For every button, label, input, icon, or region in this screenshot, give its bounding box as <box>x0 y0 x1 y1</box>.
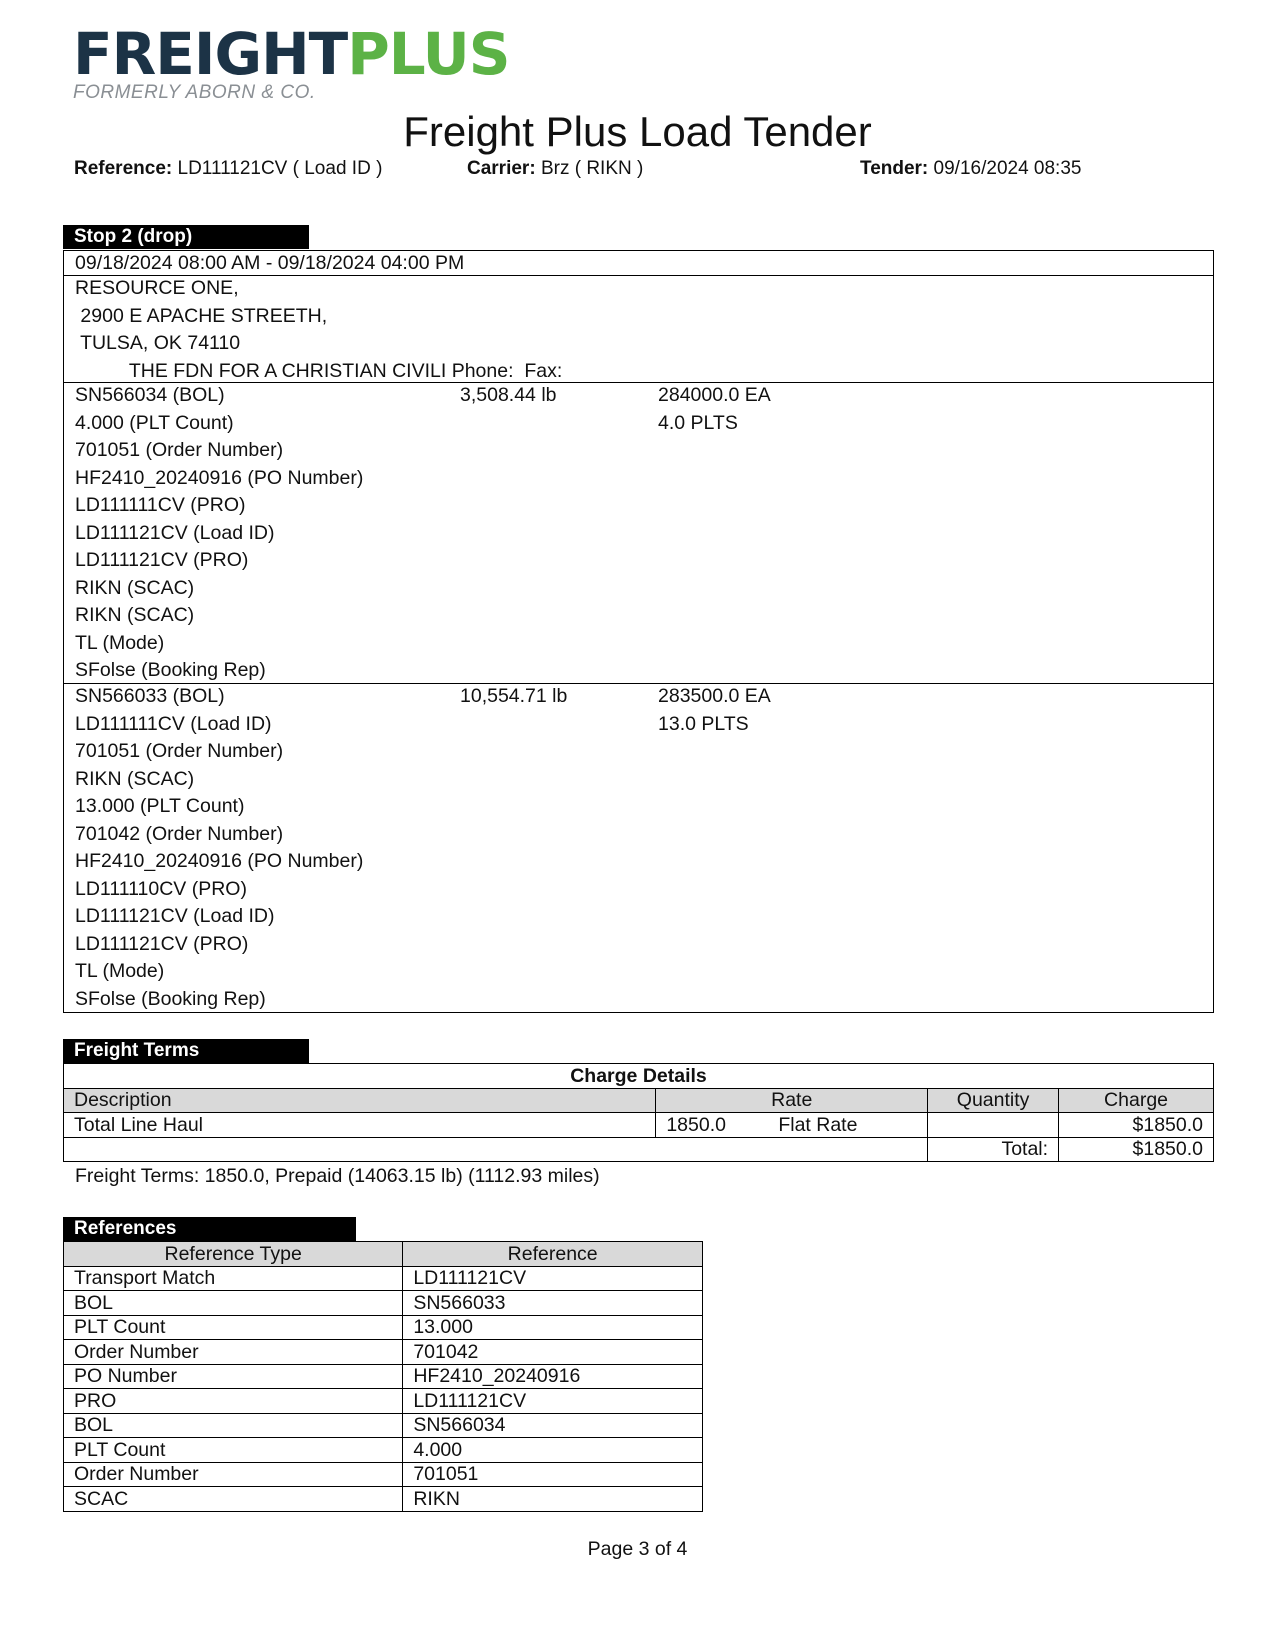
table-row <box>64 1462 703 1487</box>
reference-line: LD111121CV (PRO) <box>75 932 249 955</box>
tender-label: Tender: <box>860 158 929 179</box>
logo-plus-text: PLUS <box>347 20 510 88</box>
charge-details-table <box>63 1063 1214 1162</box>
stop-section-tab: Stop 2 (drop) <box>63 225 309 249</box>
charge-table-header <box>64 1088 1214 1113</box>
stop-details-box <box>63 250 1214 1013</box>
address-line: TULSA, OK 74110 <box>75 332 241 354</box>
table-row <box>64 1315 703 1340</box>
freight-terms-tab: Freight Terms <box>63 1039 309 1063</box>
reference-type: BOL <box>64 1413 403 1438</box>
logo-freight-text: FREIGHT <box>73 20 348 88</box>
tender-value: 09/16/2024 08:35 <box>933 158 1082 179</box>
col-description: Description <box>64 1088 656 1113</box>
reference-value: 701051 <box>403 1462 703 1487</box>
reference-line: 701042 (Order Number) <box>75 822 284 845</box>
carrier-value: Brz ( RIKN ) <box>540 158 644 179</box>
charge-rate-cell <box>656 1113 928 1138</box>
reference-value: SN566033 <box>403 1291 703 1316</box>
reference-value: LD111121CV ( Load ID ) <box>177 158 383 179</box>
reference-line: SFolse (Booking Rep) <box>75 987 266 1010</box>
reference-type: BOL <box>64 1291 403 1316</box>
col-charge: Charge <box>1059 1088 1214 1113</box>
total-value: $1850.0 <box>1059 1137 1214 1162</box>
reference-line: TL (Mode) <box>75 631 165 654</box>
reference-line: RIKN (SCAC) <box>75 604 195 626</box>
reference-type: Order Number <box>64 1340 403 1365</box>
carrier-field <box>467 157 643 181</box>
address-line: 2900 E APACHE STREETH, <box>75 304 328 327</box>
charge-description: Total Line Haul <box>64 1113 656 1138</box>
table-row <box>64 1291 703 1316</box>
references-table <box>63 1241 703 1512</box>
table-row <box>64 1266 703 1291</box>
reference-line: LD111121CV (Load ID) <box>75 905 275 927</box>
total-spacer <box>64 1137 928 1162</box>
reference-value: SN566034 <box>403 1413 703 1438</box>
reference-type: PLT Count <box>64 1315 403 1340</box>
total-label: Total: <box>928 1137 1059 1162</box>
charge-quantity <box>928 1113 1059 1138</box>
logo-subtitle: FORMERLY ABORN & CO. <box>73 82 316 103</box>
reference-line: 701051 (Order Number) <box>75 740 284 762</box>
reference-type: Transport Match <box>64 1266 403 1291</box>
company-logo <box>73 20 510 112</box>
shipment-weight: 3,508.44 lb <box>460 384 557 406</box>
reference-line: LD111121CV (Load ID) <box>75 521 275 544</box>
tender-field <box>860 157 1081 181</box>
reference-value: 701042 <box>403 1340 703 1365</box>
col-quantity: Quantity <box>928 1088 1059 1113</box>
reference-type: PLT Count <box>64 1438 403 1463</box>
reference-line: HF2410_20240916 (PO Number) <box>75 466 364 489</box>
shipment-weight: 10,554.71 lb <box>460 685 568 707</box>
table-row <box>64 1487 703 1512</box>
reference-value: LD111121CV <box>403 1266 703 1291</box>
carrier-label: Carrier: <box>467 158 536 179</box>
reference-line: SFolse (Booking Rep) <box>75 659 266 681</box>
reference-type: SCAC <box>64 1487 403 1512</box>
reference-type: PRO <box>64 1389 403 1414</box>
col-rate: Rate <box>656 1088 928 1113</box>
shipment-pallets: 4.0 PLTS <box>658 411 738 434</box>
reference-line: SN566033 (BOL) <box>75 685 225 707</box>
references-header <box>64 1242 703 1267</box>
freight-terms-summary: Freight Terms: 1850.0, Prepaid (14063.15 lb) (1112.93 miles) <box>75 1165 600 1187</box>
charge-rate-type: Flat Rate <box>778 1113 858 1136</box>
reference-line: LD111111CV (PRO) <box>75 494 246 516</box>
page-number: Page 3 of 4 <box>587 1538 688 1560</box>
shipment-quantity: 284000.0 EA <box>658 384 771 406</box>
charge-total-row <box>64 1137 1214 1162</box>
document-title: Freight Plus Load Tender <box>403 108 872 155</box>
reference-label: Reference: <box>74 158 173 179</box>
table-row <box>64 1364 703 1389</box>
reference-line: RIKN (SCAC) <box>75 767 195 790</box>
charge-amount: $1850.0 <box>1059 1113 1214 1138</box>
reference-line: LD111111CV (Load ID) <box>75 712 272 735</box>
table-row <box>64 1340 703 1365</box>
shipment-pallets: 13.0 PLTS <box>658 712 749 735</box>
reference-line: HF2410_20240916 (PO Number) <box>75 850 364 872</box>
logo-wordmark <box>73 20 510 88</box>
reference-value: 13.000 <box>403 1315 703 1340</box>
reference-line: 4.000 (PLT Count) <box>75 411 234 434</box>
reference-type: PO Number <box>64 1364 403 1389</box>
reference-value: 4.000 <box>403 1438 703 1463</box>
reference-line: RIKN (SCAC) <box>75 576 195 599</box>
shipment-quantity: 283500.0 EA <box>658 685 771 707</box>
table-row <box>64 1389 703 1414</box>
reference-value: HF2410_20240916 <box>403 1364 703 1389</box>
reference-line: LD111110CV (PRO) <box>75 877 247 900</box>
address-line: THE FDN FOR A CHRISTIAN CIVILI Phone: Fax: <box>75 359 563 382</box>
col-reference: Reference <box>403 1242 703 1267</box>
table-row <box>64 1413 703 1438</box>
charge-details-title: Charge Details <box>64 1064 1214 1089</box>
reference-value: LD111121CV <box>403 1389 703 1414</box>
reference-value: RIKN <box>403 1487 703 1512</box>
delivery-window: 09/18/2024 08:00 AM - 09/18/2024 04:00 PM <box>75 252 465 274</box>
divider <box>64 382 1213 383</box>
charge-rate: 1850.0 <box>666 1113 726 1136</box>
divider <box>64 683 1213 684</box>
reference-line: TL (Mode) <box>75 960 165 982</box>
references-tab: References <box>63 1217 356 1241</box>
table-row <box>64 1113 1214 1138</box>
charge-table-title-row <box>64 1064 1214 1089</box>
table-row <box>64 1438 703 1463</box>
reference-type: Order Number <box>64 1462 403 1487</box>
address-line: RESOURCE ONE, <box>75 277 239 299</box>
reference-line: SN566034 (BOL) <box>75 384 225 406</box>
reference-line: LD111121CV (PRO) <box>75 549 249 571</box>
reference-line: 13.000 (PLT Count) <box>75 795 245 817</box>
reference-line: 701051 (Order Number) <box>75 439 284 461</box>
reference-field <box>74 157 382 181</box>
col-reference-type: Reference Type <box>64 1242 403 1267</box>
